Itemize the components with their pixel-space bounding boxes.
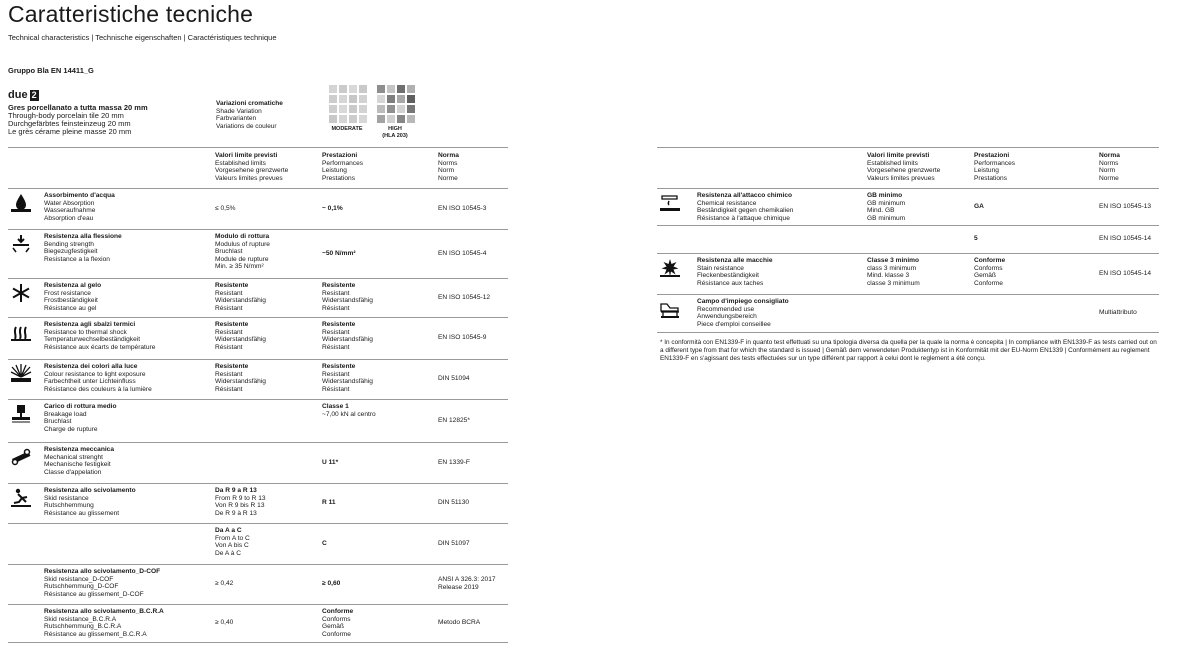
product-description: [8, 104, 148, 136]
row-norm: [438, 619, 480, 627]
row-name-line: Skid resistance: [44, 494, 89, 502]
row-norm: [438, 417, 470, 425]
row-limits-line: Modulo di rottura: [215, 233, 270, 240]
row-norm-line: DIN 51097: [438, 539, 470, 547]
row-limits-line: GB minimum: [867, 199, 906, 207]
row-divider: [8, 523, 508, 524]
row-limits-line: De R 9 à R 13: [215, 509, 257, 517]
row-performance-line: Conforme: [322, 608, 354, 615]
row-norm-line: EN 1339-F: [438, 458, 470, 466]
shade-line-en: Shade Variation: [216, 107, 262, 115]
row-norm-line: Multiattributo: [1099, 309, 1137, 316]
row-performance-line: Conforme: [974, 279, 1003, 287]
row-name: [44, 403, 117, 433]
page-subtitle: Technical characteristics | Technische eigenschaften | Caractéristiques technique: [8, 33, 277, 42]
row-name-line: Resistenza alla flessione: [44, 233, 122, 240]
row-name-line: Bending strength: [44, 240, 94, 248]
row-performance-line: Résistant: [322, 304, 350, 312]
row-performance-line: ~50 N/mm²: [322, 249, 356, 257]
row-divider: [657, 332, 1159, 333]
row-limits: [215, 363, 266, 393]
row-norm-line: Metodo BCRA: [438, 619, 481, 626]
row-name-line: Wasseraufnahme: [44, 207, 96, 215]
row-name-line: Résistance aux taches: [697, 279, 764, 287]
light-rays-icon: [10, 363, 32, 385]
row-norm-line: EN ISO 10545-4: [438, 249, 487, 257]
row-name: [44, 363, 152, 393]
row-name-line: Résistance à l'attaque chimique: [697, 214, 790, 222]
row-performance: [322, 608, 353, 638]
header-performance-line: Performances: [974, 159, 1016, 167]
row-divider: [8, 442, 508, 443]
row-norm: [438, 205, 486, 213]
row-limits-line: Mind. GB: [867, 207, 895, 215]
row-limits-line: Resistente: [215, 363, 249, 370]
row-name-line: Charge de rupture: [44, 425, 98, 433]
row-name: [44, 321, 155, 351]
row-limits-line: Widerstandsfähig: [215, 297, 266, 305]
row-limits-line: Resistente: [215, 321, 249, 328]
row-name-line: Temperaturwechselbeständigkeit: [44, 336, 141, 344]
row-name-line: Resistenza allo scivolamento_B.C.R.A: [44, 608, 164, 615]
row-limits-line: Module de rupture: [215, 255, 269, 263]
row-limits-line: class 3 minimum: [867, 264, 917, 272]
row-norm-line: EN ISO 10545-14: [1099, 269, 1152, 277]
row-divider: [8, 147, 508, 148]
row-limits-line: Résistant: [215, 385, 243, 393]
row-norm: [438, 499, 469, 507]
row-name-line: Farbechtheit unter Lichteinfluss: [44, 378, 136, 386]
row-performance-line: Resistant: [322, 370, 350, 378]
row-limits-line: Résistant: [215, 343, 243, 351]
snowflake-icon: [10, 282, 32, 304]
row-name-line: Rutschhemmung: [44, 502, 94, 510]
row-performance-line: Gemäß: [322, 623, 344, 631]
row-norm: [1099, 270, 1151, 278]
header-norm: [438, 152, 459, 182]
header-norm-line: Norm: [438, 167, 455, 175]
shade-title: Variazioni cromatiche: [216, 100, 283, 107]
row-limits-line: ≤ 0,5%: [215, 204, 236, 212]
row-limits-line: Resistant: [215, 289, 243, 297]
header-performance-line: Prestazioni: [974, 152, 1010, 159]
shade-swatch-moderate: [329, 85, 367, 123]
row-performance: [322, 459, 338, 467]
row-performance-line: C: [322, 539, 327, 547]
row-name: [44, 192, 115, 222]
row-limits: [215, 233, 270, 271]
row-name-line: Résistance des couleurs à la lumière: [44, 385, 152, 393]
row-performance: [322, 250, 356, 258]
row-limits-line: Min. ≥ 35 N/mm²: [215, 263, 264, 271]
row-performance: [322, 540, 327, 548]
row-name-line: Fleckenbeständigkeit: [697, 272, 759, 280]
row-performance: [974, 203, 984, 211]
row-norm-line: Release 2019: [438, 583, 479, 591]
row-limits-line: Resistant: [215, 328, 243, 336]
row-limits: [215, 580, 233, 588]
row-name-line: Mechanical strenght: [44, 453, 104, 461]
row-performance-line: Widerstandsfähig: [322, 297, 373, 305]
brand-number-badge: 2: [31, 89, 37, 100]
row-norm: [1099, 309, 1137, 317]
row-name-line: Breakage load: [44, 410, 87, 418]
row-limits: [215, 321, 266, 351]
row-limits: [215, 282, 266, 312]
row-performance-line: Conforme: [322, 630, 351, 638]
row-norm-line: DIN 51130: [438, 499, 470, 506]
row-divider: [8, 229, 508, 230]
row-norm: [1099, 203, 1151, 211]
row-name: [44, 568, 160, 598]
row-norm: [438, 459, 470, 467]
row-divider: [657, 253, 1159, 254]
row-limits-line: Von A bis C: [215, 542, 249, 550]
row-name-line: Skid resistance_D-COF: [44, 575, 114, 583]
header-performance: [322, 152, 363, 182]
row-limits-line: classe 3 minimum: [867, 279, 920, 287]
row-norm-line: EN ISO 10545-12: [438, 293, 491, 301]
row-name-line: Chemical resistance: [697, 199, 757, 207]
mechanical-icon: [10, 446, 32, 468]
slip-icon: [10, 487, 32, 509]
row-divider: [8, 564, 508, 565]
row-performance-line: Resistant: [322, 328, 350, 336]
row-performance-line: Classe 1: [322, 403, 349, 410]
header-limits-line: Established limits: [867, 159, 918, 167]
row-name-line: Stain resistance: [697, 264, 744, 272]
row-divider: [657, 188, 1159, 189]
product-line-en: Through-body porcelain tile 20 mm: [8, 111, 124, 120]
row-performance: [974, 257, 1005, 287]
row-name: [44, 446, 114, 476]
product-line-it: Gres porcellanato a tutta massa 20 mm: [8, 103, 148, 112]
row-performance-line: Résistant: [322, 343, 350, 351]
use-shoe-icon: [659, 298, 681, 320]
row-divider: [8, 278, 508, 279]
row-limits-line: Bruchlast: [215, 248, 243, 256]
brand-name: due: [8, 89, 28, 101]
row-name-line: Colour resistance to light exposure: [44, 370, 146, 378]
row-divider: [8, 642, 508, 643]
row-divider: [8, 604, 508, 605]
shade-line-fr: Variations de couleur: [216, 122, 277, 130]
row-norm-line: EN ISO 10545-9: [438, 334, 487, 341]
row-name-line: Rutschhemmung_B.C.R.A: [44, 623, 122, 631]
row-performance-line: Resistant: [322, 289, 350, 297]
header-performance-line: Prestations: [322, 174, 355, 182]
header-limits-line: Valori limite previsti: [215, 152, 278, 159]
shade-high-text: HIGH: [388, 126, 402, 132]
row-norm: [438, 375, 470, 383]
group-classification: Gruppo Bla EN 14411_G: [8, 66, 94, 75]
product-brand: [8, 89, 39, 101]
row-name-line: Frostbeständigkeit: [44, 297, 98, 305]
row-limits-line: Da A a C: [215, 527, 242, 534]
header-limits-line: Valeurs limites prevues: [215, 174, 283, 182]
row-limits-line: Mind. klasse 3: [867, 272, 910, 280]
row-limits-line: Classe 3 minimo: [867, 257, 920, 264]
header-performance: [974, 152, 1015, 182]
row-limits: [215, 205, 235, 213]
row-name-line: Resistenza dei colori alla luce: [44, 363, 138, 370]
row-limits-line: GB minimum: [867, 214, 906, 222]
row-name-line: Resistenza allo scivolamento_D-COF: [44, 568, 161, 575]
row-limits-line: Resistente: [215, 282, 249, 289]
row-name-line: Rutschhemmung_D-COF: [44, 583, 119, 591]
row-performance-line: Gemäß: [974, 272, 996, 280]
row-norm-line: EN ISO 10545-3: [438, 204, 487, 212]
row-performance-line: Widerstandsfähig: [322, 378, 373, 386]
row-performance-line: Conforms: [974, 264, 1003, 272]
row-divider: [8, 399, 508, 400]
shade-variation-label: [216, 100, 283, 130]
row-performance: [322, 499, 336, 507]
header-norm-line: Norma: [438, 152, 459, 159]
row-name-line: Classe d'appelation: [44, 468, 102, 476]
row-name-line: Résistance au glissement: [44, 509, 120, 517]
header-performance-line: Leistung: [974, 167, 999, 175]
row-limits-line: From R 9 to R 13: [215, 494, 266, 502]
row-limits: [215, 527, 250, 557]
row-name-line: Skid resistance_B.C.R.A: [44, 615, 117, 623]
row-performance-line: Resistente: [322, 321, 356, 328]
row-performance-line: 5: [974, 235, 978, 242]
header-limits: [215, 152, 288, 182]
row-divider: [657, 294, 1159, 295]
row-performance: [322, 580, 340, 588]
row-name-line: Résistance au gel: [44, 304, 97, 312]
row-performance: [322, 363, 373, 393]
row-performance: [322, 282, 373, 312]
row-limits-line: From A to C: [215, 534, 250, 542]
row-name-line: Resistance to thermal shock: [44, 328, 127, 336]
page-title: Caratteristiche tecniche: [8, 1, 254, 27]
row-divider: [657, 147, 1159, 148]
row-limits-line: Widerstandsfähig: [215, 336, 266, 344]
row-performance-line: R 11: [322, 499, 336, 506]
row-name-line: Résistance aux écarts de température: [44, 343, 156, 351]
row-norm-line: ANSI A 326.3: 2017: [438, 576, 496, 583]
row-performance: [974, 235, 978, 243]
thermal-shock-icon: [10, 321, 32, 343]
row-performance-line: Conforms: [322, 615, 351, 623]
header-limits-line: Established limits: [215, 159, 266, 167]
row-limits-line: De A à C: [215, 549, 242, 557]
row-name-line: Resistenza allo scivolamento: [44, 487, 136, 494]
row-performance-line: ~ 0,1%: [322, 204, 343, 212]
row-divider: [8, 317, 508, 318]
row-name-line: Resistenza alle macchie: [697, 257, 773, 264]
row-limits: [867, 192, 905, 222]
row-performance-line: GA: [974, 202, 984, 210]
shade-swatch-high: [377, 85, 415, 123]
row-name-line: Resistenza al gelo: [44, 282, 102, 289]
row-limits-line: Widerstandsfähig: [215, 378, 266, 386]
row-performance-line: Resistente: [322, 282, 356, 289]
row-name-line: Recommended use: [697, 305, 755, 313]
row-name: [697, 298, 789, 328]
row-name-line: Résistance au glissement_D-COF: [44, 590, 144, 598]
water-drop-icon: [10, 192, 32, 214]
row-norm-line: DIN 51094: [438, 375, 470, 382]
header-performance-line: Leistung: [322, 167, 347, 175]
row-limits-line: ≥ 0,40: [215, 619, 234, 626]
row-norm-line: EN 12825*: [438, 416, 470, 424]
row-performance: [322, 321, 373, 351]
row-performance-line: Résistant: [322, 385, 350, 393]
footnote: * In conformità con EN1339-F in quanto test effettuati su una tipologia diversa da quella per la quale la norma è concepita | In compliance with EN1339-F as tests carried out on a different type from that for which the standard is issued | Gemäß dem verwendeten Produktentyp ist in Konformität mit der EU-Norm EN1339 | Conformément au reglement EN1339-F en s'agissant des tests effectuées sur un type différent par rapport à celui dont le reglement a été conçu.: [660, 339, 1157, 363]
header-norm: [1099, 152, 1120, 182]
shade-label-moderate: MODERATE: [331, 126, 363, 132]
row-name-line: Assorbimento d'acqua: [44, 192, 115, 199]
row-performance-line: U 11*: [322, 458, 339, 466]
row-performance-line: ~7,00 kN al centro: [322, 410, 376, 418]
row-norm: [438, 294, 490, 302]
shade-high-note: (HLA 203): [382, 132, 408, 139]
row-divider: [8, 188, 508, 189]
row-name-line: Resistenza all'attacco chimico: [697, 192, 793, 199]
row-name: [44, 282, 101, 312]
product-line-de: Durchgefärbtes feinsteinzeug 20 mm: [8, 119, 131, 128]
shade-line-de: Farbvarianten: [216, 115, 257, 123]
row-divider: [8, 483, 508, 484]
row-norm-line: EN ISO 10545-13: [1099, 202, 1152, 210]
row-limits-line: Modulus of rupture: [215, 240, 270, 248]
row-norm: [438, 250, 486, 258]
row-name-line: Absorption d'eau: [44, 214, 94, 222]
row-name-line: Resistenza agli sbalzi termici: [44, 321, 136, 328]
row-performance-line: Conforme: [974, 257, 1006, 264]
row-performance-line: Resistente: [322, 363, 356, 370]
header-performance-line: Prestations: [974, 174, 1007, 182]
row-limits: [215, 487, 266, 517]
row-limits: [215, 619, 233, 627]
header-limits-line: Vorgesehene grenzwerte: [215, 167, 289, 175]
header-limits-line: Valori limite previsti: [867, 152, 930, 159]
row-name-line: Biegezugfestigkeit: [44, 248, 98, 256]
row-name-line: Bruchlast: [44, 418, 72, 426]
row-name: [697, 192, 793, 222]
row-name-line: Anwendungsbereich: [697, 313, 757, 321]
row-name-line: Frost resistance: [44, 289, 91, 297]
row-limits-line: Résistant: [215, 304, 243, 312]
header-performance-line: Performances: [322, 159, 364, 167]
header-norm-line: Norme: [438, 174, 458, 182]
row-name: [44, 608, 164, 638]
header-norm-line: Norms: [1099, 159, 1119, 167]
row-name: [44, 233, 122, 263]
row-norm: [438, 334, 486, 342]
row-norm-line: EN ISO 10545-14: [1099, 235, 1152, 242]
row-limits-line: ≥ 0,42: [215, 580, 234, 587]
row-performance: [322, 205, 343, 213]
row-performance-line: Widerstandsfähig: [322, 336, 373, 344]
row-divider: [657, 225, 1159, 226]
header-norm-line: Norme: [1099, 174, 1119, 182]
header-norm-line: Norm: [1099, 167, 1116, 175]
row-name-line: Carico di rottura medio: [44, 403, 117, 410]
row-performance: [322, 403, 376, 418]
row-name: [697, 257, 773, 287]
row-limits-line: GB minimo: [867, 192, 903, 199]
header-norm-line: Norms: [438, 159, 458, 167]
row-norm: [438, 576, 496, 591]
row-norm: [1099, 235, 1151, 243]
header-limits-line: Vorgesehene grenzwerte: [867, 167, 941, 175]
breakage-load-icon: [10, 403, 32, 425]
row-name-line: Resistenza meccanica: [44, 446, 115, 453]
header-limits: [867, 152, 940, 182]
row-limits-line: Da R 9 a R 13: [215, 487, 257, 494]
row-name-line: Beständigkeit gegen chemikalien: [697, 207, 794, 215]
row-name-line: Résistance au glissement_B.C.R.A: [44, 630, 147, 638]
bending-icon: [10, 233, 32, 255]
row-name-line: Piece d'emploi conseillee: [697, 320, 771, 328]
header-limits-line: Valeurs limites prevues: [867, 174, 935, 182]
row-limits-line: Resistant: [215, 370, 243, 378]
shade-label-high: [370, 126, 420, 139]
row-name-line: Campo d'impiego consigliato: [697, 298, 789, 305]
row-limits-line: Von R 9 bis R 13: [215, 502, 265, 510]
header-norm-line: Norma: [1099, 152, 1120, 159]
row-name-line: Resistance a la flexion: [44, 255, 110, 263]
header-performance-line: Prestazioni: [322, 152, 358, 159]
row-limits: [867, 257, 920, 287]
row-name-line: Mechanische festigkeit: [44, 461, 111, 469]
row-name-line: Water Absorption: [44, 199, 95, 207]
row-norm: [438, 540, 470, 548]
chemical-icon: [659, 192, 681, 214]
row-divider: [8, 359, 508, 360]
product-line-fr: Le grès cérame pleine masse 20 mm: [8, 127, 132, 136]
stain-icon: [659, 257, 681, 279]
row-performance-line: ≥ 0,60: [322, 580, 341, 587]
row-name: [44, 487, 136, 517]
